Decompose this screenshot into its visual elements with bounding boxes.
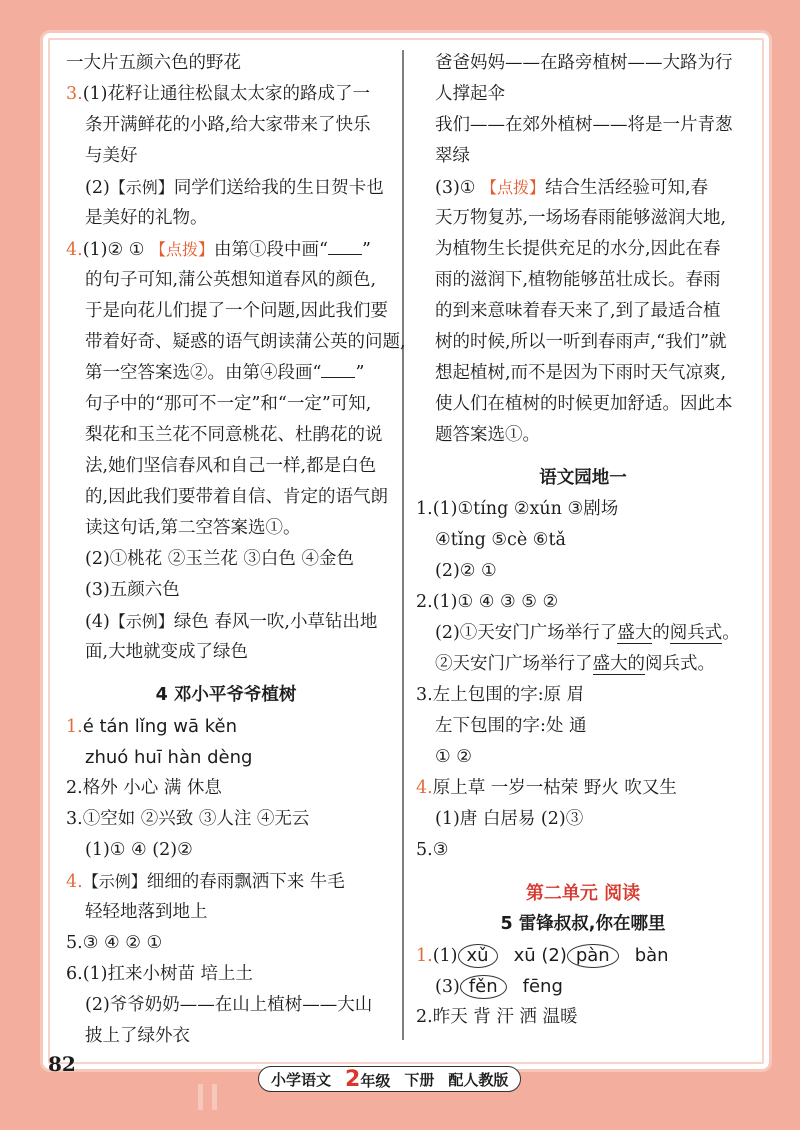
text-span: (3) [435, 977, 460, 997]
text-span: ” [361, 240, 371, 260]
text-line: 与美好 [85, 146, 138, 166]
example-label: 【示例】 [82, 872, 147, 891]
text-line [66, 606, 386, 637]
text-span: 细细的春雨飘洒下来 牛毛 [146, 872, 345, 892]
text-span: (3)① [435, 178, 482, 198]
text-line: 树的时候,所以一听到春雨声,“我们”就 [435, 332, 727, 352]
text-span: 原上草 一岁一枯荣 野火 吹又生 [432, 778, 677, 798]
question-number: 1. [66, 717, 83, 737]
text-line: 5.③ [416, 840, 449, 860]
circled-pinyin: xǔ [458, 944, 498, 968]
text-line: 面,大地就变成了绿色 [85, 642, 249, 662]
text-line: 披上了绿外衣 [85, 1026, 190, 1046]
left-column [66, 48, 406, 1052]
text-line [416, 618, 750, 649]
text-span: 第一空答案选②。由第④段画“ [85, 363, 322, 383]
text-line: (2)② ① [435, 561, 497, 581]
text-span: (1)② ① [82, 240, 150, 260]
lesson-title: 5 雷锋叔叔,你在哪里 [500, 914, 666, 934]
text-span: (4) [85, 612, 110, 632]
text-span: 同学们送给我的生日贺卡也 [173, 178, 384, 198]
text-line: (2)爷爷奶奶——在山上植树——大山 [85, 995, 373, 1015]
text-line: 爸爸妈妈——在路旁植树——大路为行 [435, 53, 733, 73]
question-1 [66, 711, 386, 742]
text-span: 由第①段中画“ [214, 240, 328, 260]
text-line [416, 172, 750, 203]
grade-text: 年级 [360, 1071, 391, 1090]
question-4-garden [416, 773, 750, 804]
text-line: (3)五颜六色 [85, 580, 180, 600]
page-number: 82 [48, 1052, 76, 1076]
text-line: 法,她们坚信春风和自己一样,都是白色 [85, 456, 377, 476]
text-line: 5.③ ④ ② ① [66, 933, 163, 953]
text-line: 3.左上包围的字:原 眉 [416, 685, 585, 705]
text-span: 的 [652, 623, 670, 643]
tip-label: 【点拨】 [150, 240, 215, 259]
grade-number: 2 [345, 1066, 361, 1092]
text-span: xū (2) [513, 945, 567, 966]
text-line: 天万物复苏,一场场春雨能够滋润大地, [435, 208, 727, 228]
text-line: 的,因此我们要带着自信、肯定的语气朗 [85, 487, 389, 507]
text-line: ① ② [435, 747, 472, 767]
text-span: (1) [432, 946, 458, 966]
subject-label: 小学语文 [271, 1070, 332, 1089]
text-span: ②天安门广场举行了 [435, 654, 593, 674]
question-1-lesson5 [416, 940, 750, 971]
text-span: ” [355, 363, 365, 383]
question-4-lesson [66, 866, 386, 897]
text-line: 读这句话,第二空答案选①。 [85, 518, 301, 538]
text-line: 2.(1)① ④ ③ ⑤ ② [416, 592, 559, 612]
unit-title: 第二单元 阅读 [525, 883, 641, 904]
question-number: 4. [66, 240, 83, 260]
blank-underline [321, 363, 355, 378]
text-line: (1)① ④ (2)② [85, 840, 193, 860]
text-line: 雨的滋润下,植物能够茁壮成长。春雨 [435, 270, 721, 290]
text-line: (1)花籽让通往松鼠太太家的路成了一 [82, 84, 370, 104]
circled-pinyin: pàn [567, 944, 619, 968]
column-divider [402, 50, 404, 1040]
decor-bar [198, 1084, 203, 1110]
text-line: (2)①桃花 ②玉兰花 ③白色 ④金色 [85, 549, 354, 569]
grade-label [345, 1067, 390, 1092]
pinyin-line: zhuó huī hàn dèng [85, 747, 253, 768]
book-info-footer [258, 1066, 521, 1092]
question-3 [66, 79, 386, 110]
circled-pinyin: fěn [460, 975, 507, 999]
question-number: 1. [416, 946, 433, 966]
text-line: 条开满鲜花的小路,给大家带来了快乐 [85, 115, 371, 135]
text-line: (1)唐 白居易 (2)③ [435, 809, 584, 829]
tip-label: 【点拨】 [481, 178, 546, 197]
text-line: 带着好奇、疑惑的语气朗读蒲公英的问题, [85, 332, 406, 352]
text-span: 绿色 春风一吹,小草钻出地 [173, 612, 378, 632]
text-line: 左下包围的字:处 通 [435, 716, 587, 736]
right-column [416, 48, 750, 1033]
text-line: 是美好的礼物。 [85, 208, 208, 228]
text-line: 使人们在植树的时候更加舒适。因此本 [435, 394, 733, 414]
section-title: 语文园地一 [539, 468, 627, 488]
example-label: 【示例】 [109, 612, 174, 631]
text-line: 想起植树,而不是因为下雨时天气凉爽, [435, 363, 727, 383]
question-4 [66, 234, 386, 265]
text-span: 。 [722, 623, 740, 643]
text-line: ④tǐng ⑤cè ⑥tǎ [435, 530, 566, 550]
text-line: 人撑起伞 [435, 84, 505, 104]
text-span: 结合生活经验可知,春 [545, 178, 709, 198]
text-line: 3.①空如 ②兴致 ③人注 ④无云 [66, 809, 310, 829]
text-line: 一大片五颜六色的野花 [66, 53, 241, 73]
text-line: 题答案选①。 [435, 425, 540, 445]
text-span: bàn [634, 945, 669, 966]
text-line [416, 649, 750, 680]
text-line: 句子中的“那可不一定”和“一定”可知, [85, 394, 372, 414]
text-line [416, 971, 750, 1002]
text-line [66, 358, 386, 389]
text-line [66, 172, 386, 203]
decor-bar [212, 1084, 217, 1110]
text-line: 我们——在郊外植树——将是一片青葱 [435, 115, 733, 135]
question-number: 4. [416, 778, 433, 798]
text-line: 2.格外 小心 满 休息 [66, 778, 222, 798]
lesson-title: 4 邓小平爷爷植树 [155, 685, 297, 705]
question-number: 3. [66, 84, 83, 104]
text-line: 轻轻地落到地上 [85, 902, 208, 922]
underlined-text: 盛大的 [592, 654, 645, 674]
text-span: fēng [522, 976, 563, 997]
text-span: (2) [85, 178, 110, 198]
term-label: 下册 [404, 1070, 435, 1089]
text-span: (2)①天安门广场举行了 [435, 623, 618, 643]
underlined-text: 阅兵式 [669, 623, 723, 643]
text-line: 2.昨天 背 汗 洒 温暖 [416, 1007, 578, 1027]
text-line: 翠绿 [435, 146, 470, 166]
blank-underline [328, 240, 362, 255]
text-line: 为植物生长提供充足的水分,因此在春 [435, 239, 721, 259]
underlined-text: 盛大 [617, 623, 653, 643]
text-span: 阅兵式。 [645, 654, 715, 674]
text-line: 的到来意味着春天来了,到了最适合植 [435, 301, 721, 321]
text-line: 6.(1)扛来小树苗 培上土 [66, 964, 254, 984]
edition-label: 配人教版 [448, 1070, 509, 1089]
pinyin-line: é tán lǐng wā kěn [82, 716, 238, 737]
text-line: 于是向花儿们提了一个问题,因此我们要 [85, 301, 389, 321]
text-line: 的句子可知,蒲公英想知道春风的颜色, [85, 270, 377, 290]
question-number: 4. [66, 872, 83, 892]
text-line: 梨花和玉兰花不同意桃花、杜鹃花的说 [85, 425, 383, 445]
example-label: 【示例】 [109, 178, 174, 197]
text-line: 1.(1)①tíng ②xún ③剧场 [416, 499, 619, 519]
